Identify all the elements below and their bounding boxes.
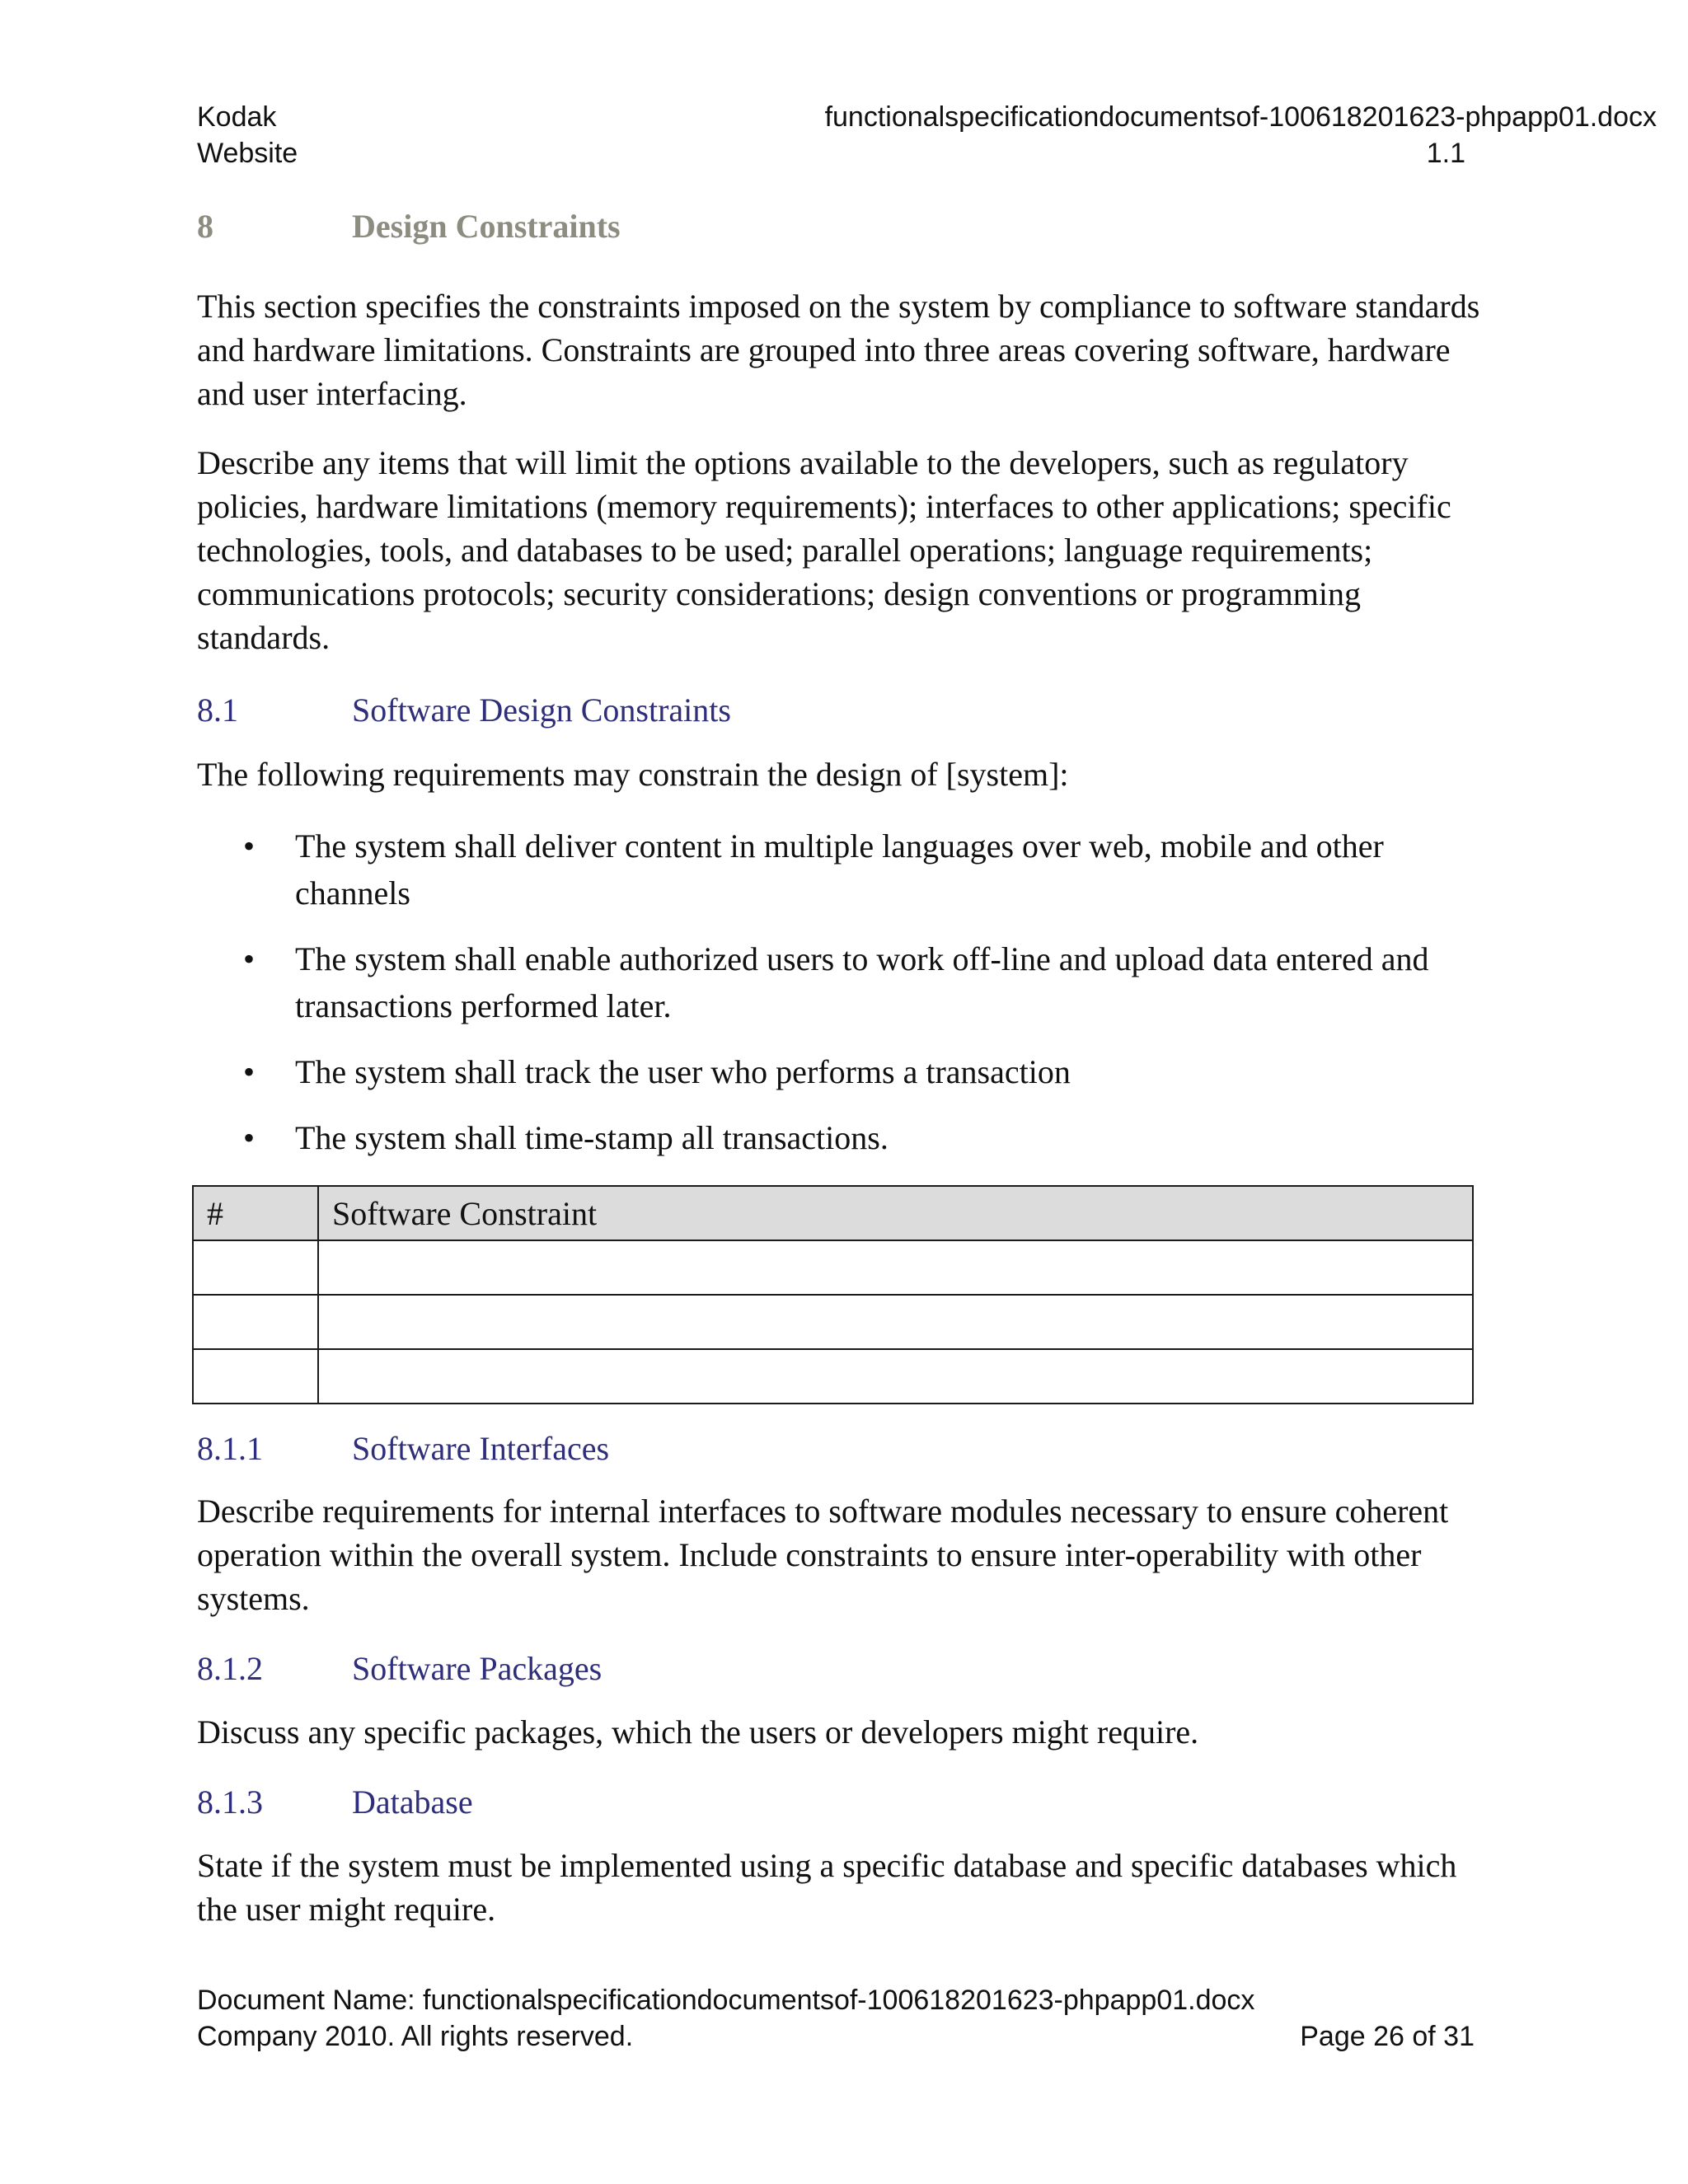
section-title: Software Packages [352,1650,603,1687]
header-company: Kodak [197,101,277,133]
bullet-icon: • [243,940,256,977]
section-number: 8.1 [197,691,238,729]
table-cell [318,1295,1473,1349]
section-8-1-3-paragraph: State if the system must be implemented using a specific database and specific databases which the user might require. [197,1847,1457,1928]
section-8-1-2-heading [197,1648,602,1690]
header-project: Website [197,138,298,169]
table-row [193,1349,1473,1404]
table-row [193,1295,1473,1349]
table-cell [318,1240,1473,1295]
software-constraint-table [192,1185,1474,1404]
section-8-heading [197,206,621,247]
bullet-icon: • [243,1119,256,1156]
section-title: Design Constraints [352,208,621,245]
section-title: Database [352,1783,473,1821]
section-8-paragraph-2: Describe any items that will limit the options available to the developers, such as regulatory policies, hardware limitations (memory requirements); interfaces to other applications; specific technologies, tools, and databases to be used; parallel operations; language requirements; communications protocols; security considerations; design conventions or programming standards. [197,444,1451,656]
column-header-number: # [193,1186,318,1240]
bullet-icon: • [243,827,256,865]
section-number: 8 [197,208,213,245]
section-number: 8.1.3 [197,1783,263,1821]
list-item: • The system shall enable authorized users to work off-line and upload data entered and transactions performed later. [197,935,1483,1029]
section-8-1-1-paragraph: Describe requirements for internal interfaces to software modules necessary to ensure coherent operation within the overall system. Include constraints to ensure inter-operability with other systems. [197,1493,1449,1617]
table-cell [193,1349,318,1404]
page-footer [197,1982,1475,2055]
table-cell [318,1349,1473,1404]
section-8-1-3-heading [197,1782,473,1823]
section-8-1-1-heading [197,1428,609,1469]
section-8-1-2-paragraph: Discuss any specific packages, which the users or developers might require. [197,1713,1199,1750]
table-cell [193,1240,318,1295]
header-filename: functionalspecificationdocumentsof-100618201623-phpapp01.docx [824,101,1657,133]
section-number: 8.1.1 [197,1430,263,1467]
list-item: • The system shall deliver content in multiple languages over web, mobile and other channels [197,823,1483,916]
list-item: • The system shall track the user who performs a transaction [197,1048,1483,1095]
table-header-row [193,1186,1473,1240]
table-row [193,1240,1473,1295]
section-8-paragraph-1: This section specifies the constraints imposed on the system by compliance to software standards and hardware limitations. Constraints are grouped into three areas covering software, hardware and user interfacing. [197,288,1480,412]
bullet-icon: • [243,1053,256,1090]
constraint-bullet-list [197,823,1483,1161]
section-8-1-intro: The following requirements may constrain the design of [system]: [197,756,1069,793]
footer-document-name: Document Name: functionalspecificationdocumentsof-100618201623-phpapp01.docx [197,1985,1255,2016]
footer-copyright: Company 2010. All rights reserved. [197,2021,634,2052]
page-header-left [197,99,298,171]
header-version: 1.1 [1426,138,1465,169]
section-8-1-heading [197,690,731,731]
section-title: Software Interfaces [352,1430,610,1467]
section-title: Software Design Constraints [352,691,731,729]
section-number: 8.1.2 [197,1650,263,1687]
column-header-constraint: Software Constraint [318,1186,1473,1240]
footer-page-number: Page 26 of 31 [1300,2021,1475,2052]
page-header-right [791,99,1657,171]
table-cell [193,1295,318,1349]
list-item: • The system shall time-stamp all transactions. [197,1114,1483,1161]
